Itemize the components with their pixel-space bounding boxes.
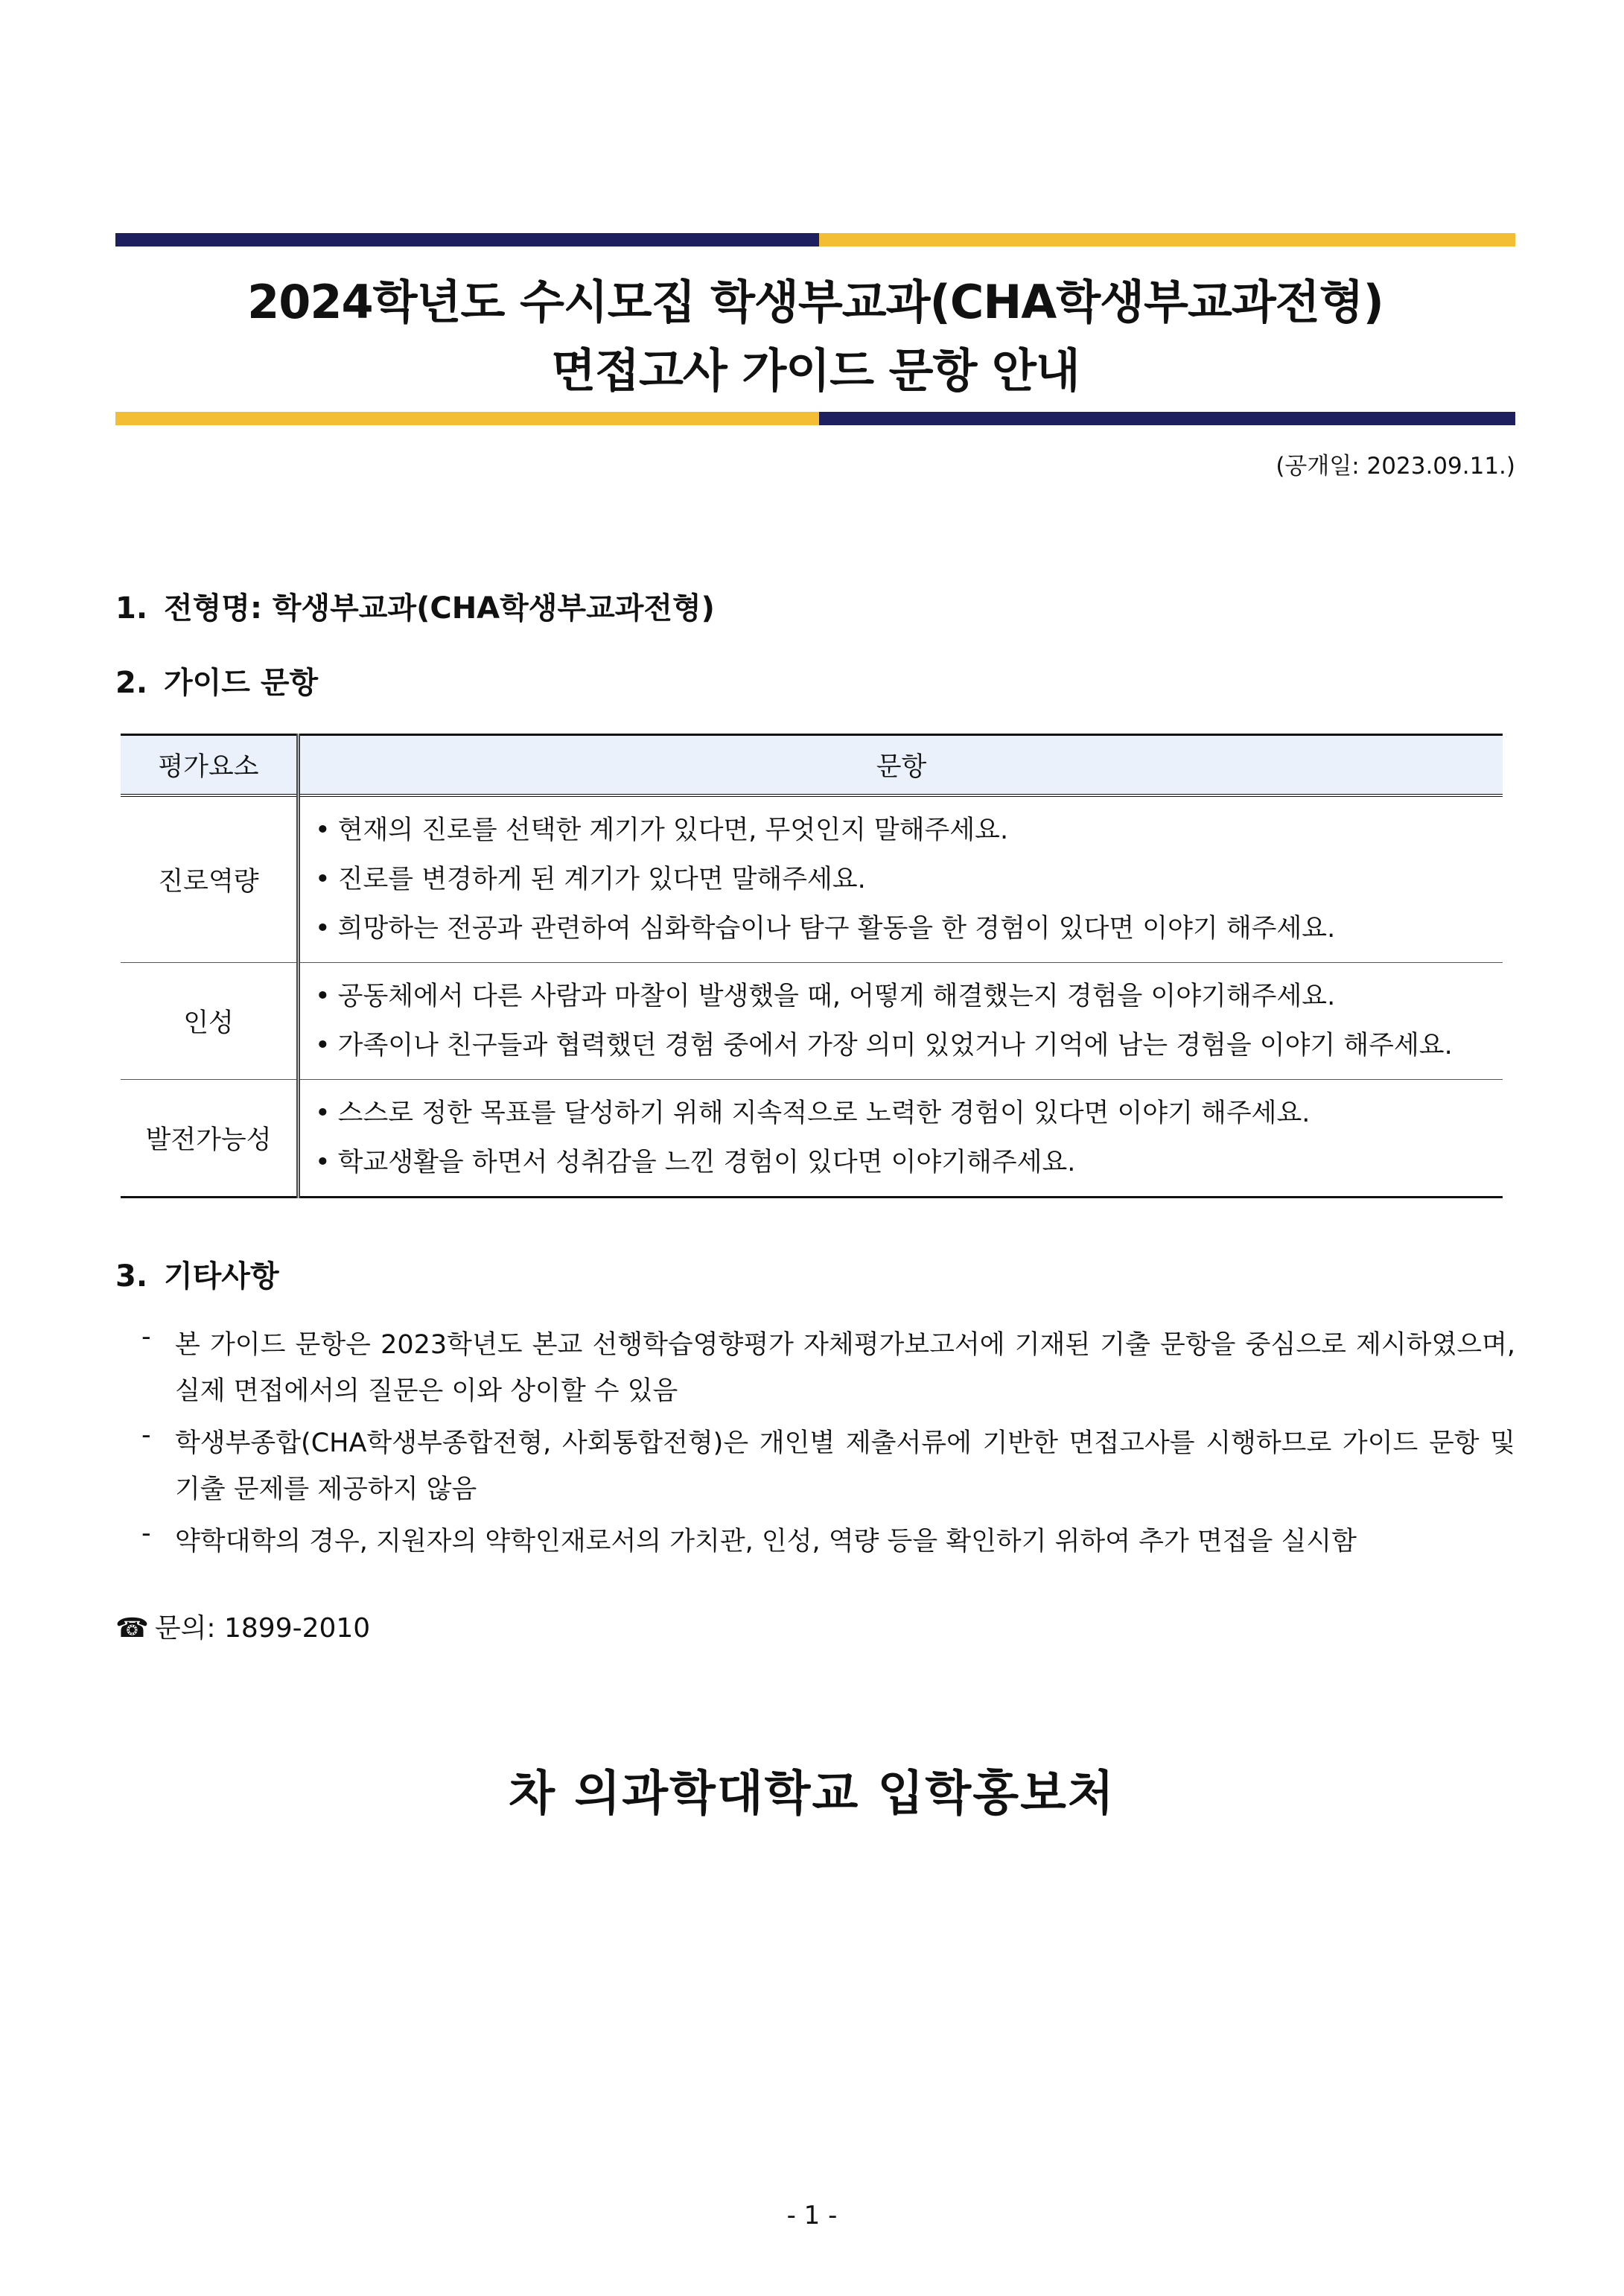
top-bar-navy (115, 233, 819, 247)
notes-list (141, 1322, 1515, 1571)
question-item: • 스스로 정한 목표를 달성하기 위해 지속적으로 노력한 경험이 있다면 이야기 해주세요. (315, 1089, 1488, 1138)
question-item: • 진로를 변경하게 된 계기가 있다면 말해주세요. (315, 855, 1488, 904)
section-2-heading (115, 659, 318, 702)
open-date: (공개일: 2023.09.11.) (1276, 453, 1515, 480)
questions-cell (299, 795, 1503, 963)
question-item: • 현재의 진로를 선택한 계기가 있다면, 무엇인지 말해주세요. (315, 806, 1488, 855)
table-row (121, 1080, 1503, 1198)
question-item: • 학교생활을 하면서 성취감을 느낀 경험이 있다면 이야기해주세요. (315, 1138, 1488, 1187)
note-dash: - (141, 1420, 151, 1450)
section-1-number: 1. (115, 591, 148, 626)
note-item (141, 1519, 1515, 1565)
guide-questions-table (121, 734, 1503, 1198)
contact-info (115, 1607, 370, 1645)
table-header-row (121, 735, 1503, 796)
evaluation-element-cell: 인성 (121, 963, 299, 1080)
section-3-title: 기타사항 (164, 1259, 279, 1294)
note-line: 학생부종합(CHA학생부종합전형, 사회통합전형)은 개인별 제출서류에 기반한 면접고사를 시행하므로 가이드 문항 및 (175, 1428, 1515, 1458)
bottom-bar-navy (819, 412, 1515, 425)
evaluation-element-cell: 진로역량 (121, 795, 299, 963)
header-questions: 문항 (299, 735, 1503, 796)
page-number: - 1 - (786, 2201, 838, 2230)
question-item: • 희망하는 전공과 관련하여 심화학습이나 탐구 활동을 한 경험이 있다면 이야기 해주세요. (315, 904, 1488, 953)
note-item (141, 1322, 1515, 1414)
question-item: • 공동체에서 다른 사람과 마찰이 발생했을 때, 어떻게 해결했는지 경험을 이야기해주세요. (315, 972, 1488, 1021)
phone-icon: ☎ (115, 1613, 149, 1644)
section-3-number: 3. (115, 1259, 148, 1294)
note-dash: - (141, 1322, 151, 1352)
header-evaluation-element: 평가요소 (121, 735, 299, 796)
section-1-heading (115, 585, 715, 627)
bottom-bar-gold (115, 412, 819, 425)
section-2-number: 2. (115, 666, 148, 700)
top-bar-gold (819, 233, 1515, 247)
questions-cell (299, 1080, 1503, 1198)
contact-label: 문의: (154, 1613, 216, 1644)
contact-number: 1899-2010 (223, 1613, 371, 1644)
note-line: 약학대학의 경우, 지원자의 약학인재로서의 가치관, 인성, 역량 등을 확인하기 위하여 추가 면접을 실시함 (175, 1527, 1357, 1556)
document-title-line2: 면접고사 가이드 문항 안내 (551, 343, 1080, 398)
questions-cell (299, 963, 1503, 1080)
section-1-title: 전형명: 학생부교과(CHA학생부교과전형) (164, 591, 715, 626)
question-item: • 가족이나 친구들과 협력했던 경험 중에서 가장 의미 있었거나 기억에 남는 경험을 이야기 해주세요. (315, 1021, 1488, 1070)
evaluation-element-cell: 발전가능성 (121, 1080, 299, 1198)
note-line: 본 가이드 문항은 2023학년도 본교 선행학습영향평가 자체평가보고서에 기재된 기출 문항을 중심으로 제시하였으며, (175, 1330, 1515, 1360)
section-3-heading (115, 1253, 279, 1295)
note-line: 기출 문제를 제공하지 않음 (175, 1475, 477, 1504)
document-title-line1: 2024학년도 수시모집 학생부교과(CHA학생부교과전형) (247, 275, 1383, 329)
table-row (121, 795, 1503, 963)
note-item (141, 1420, 1515, 1513)
section-2-title: 가이드 문항 (164, 666, 319, 700)
organization-name: 차 의과학대학교 입학홍보처 (509, 1766, 1115, 1822)
table-row (121, 963, 1503, 1080)
note-dash: - (141, 1519, 151, 1548)
note-line: 실제 면접에서의 질문은 이와 상이할 수 있음 (175, 1376, 678, 1406)
